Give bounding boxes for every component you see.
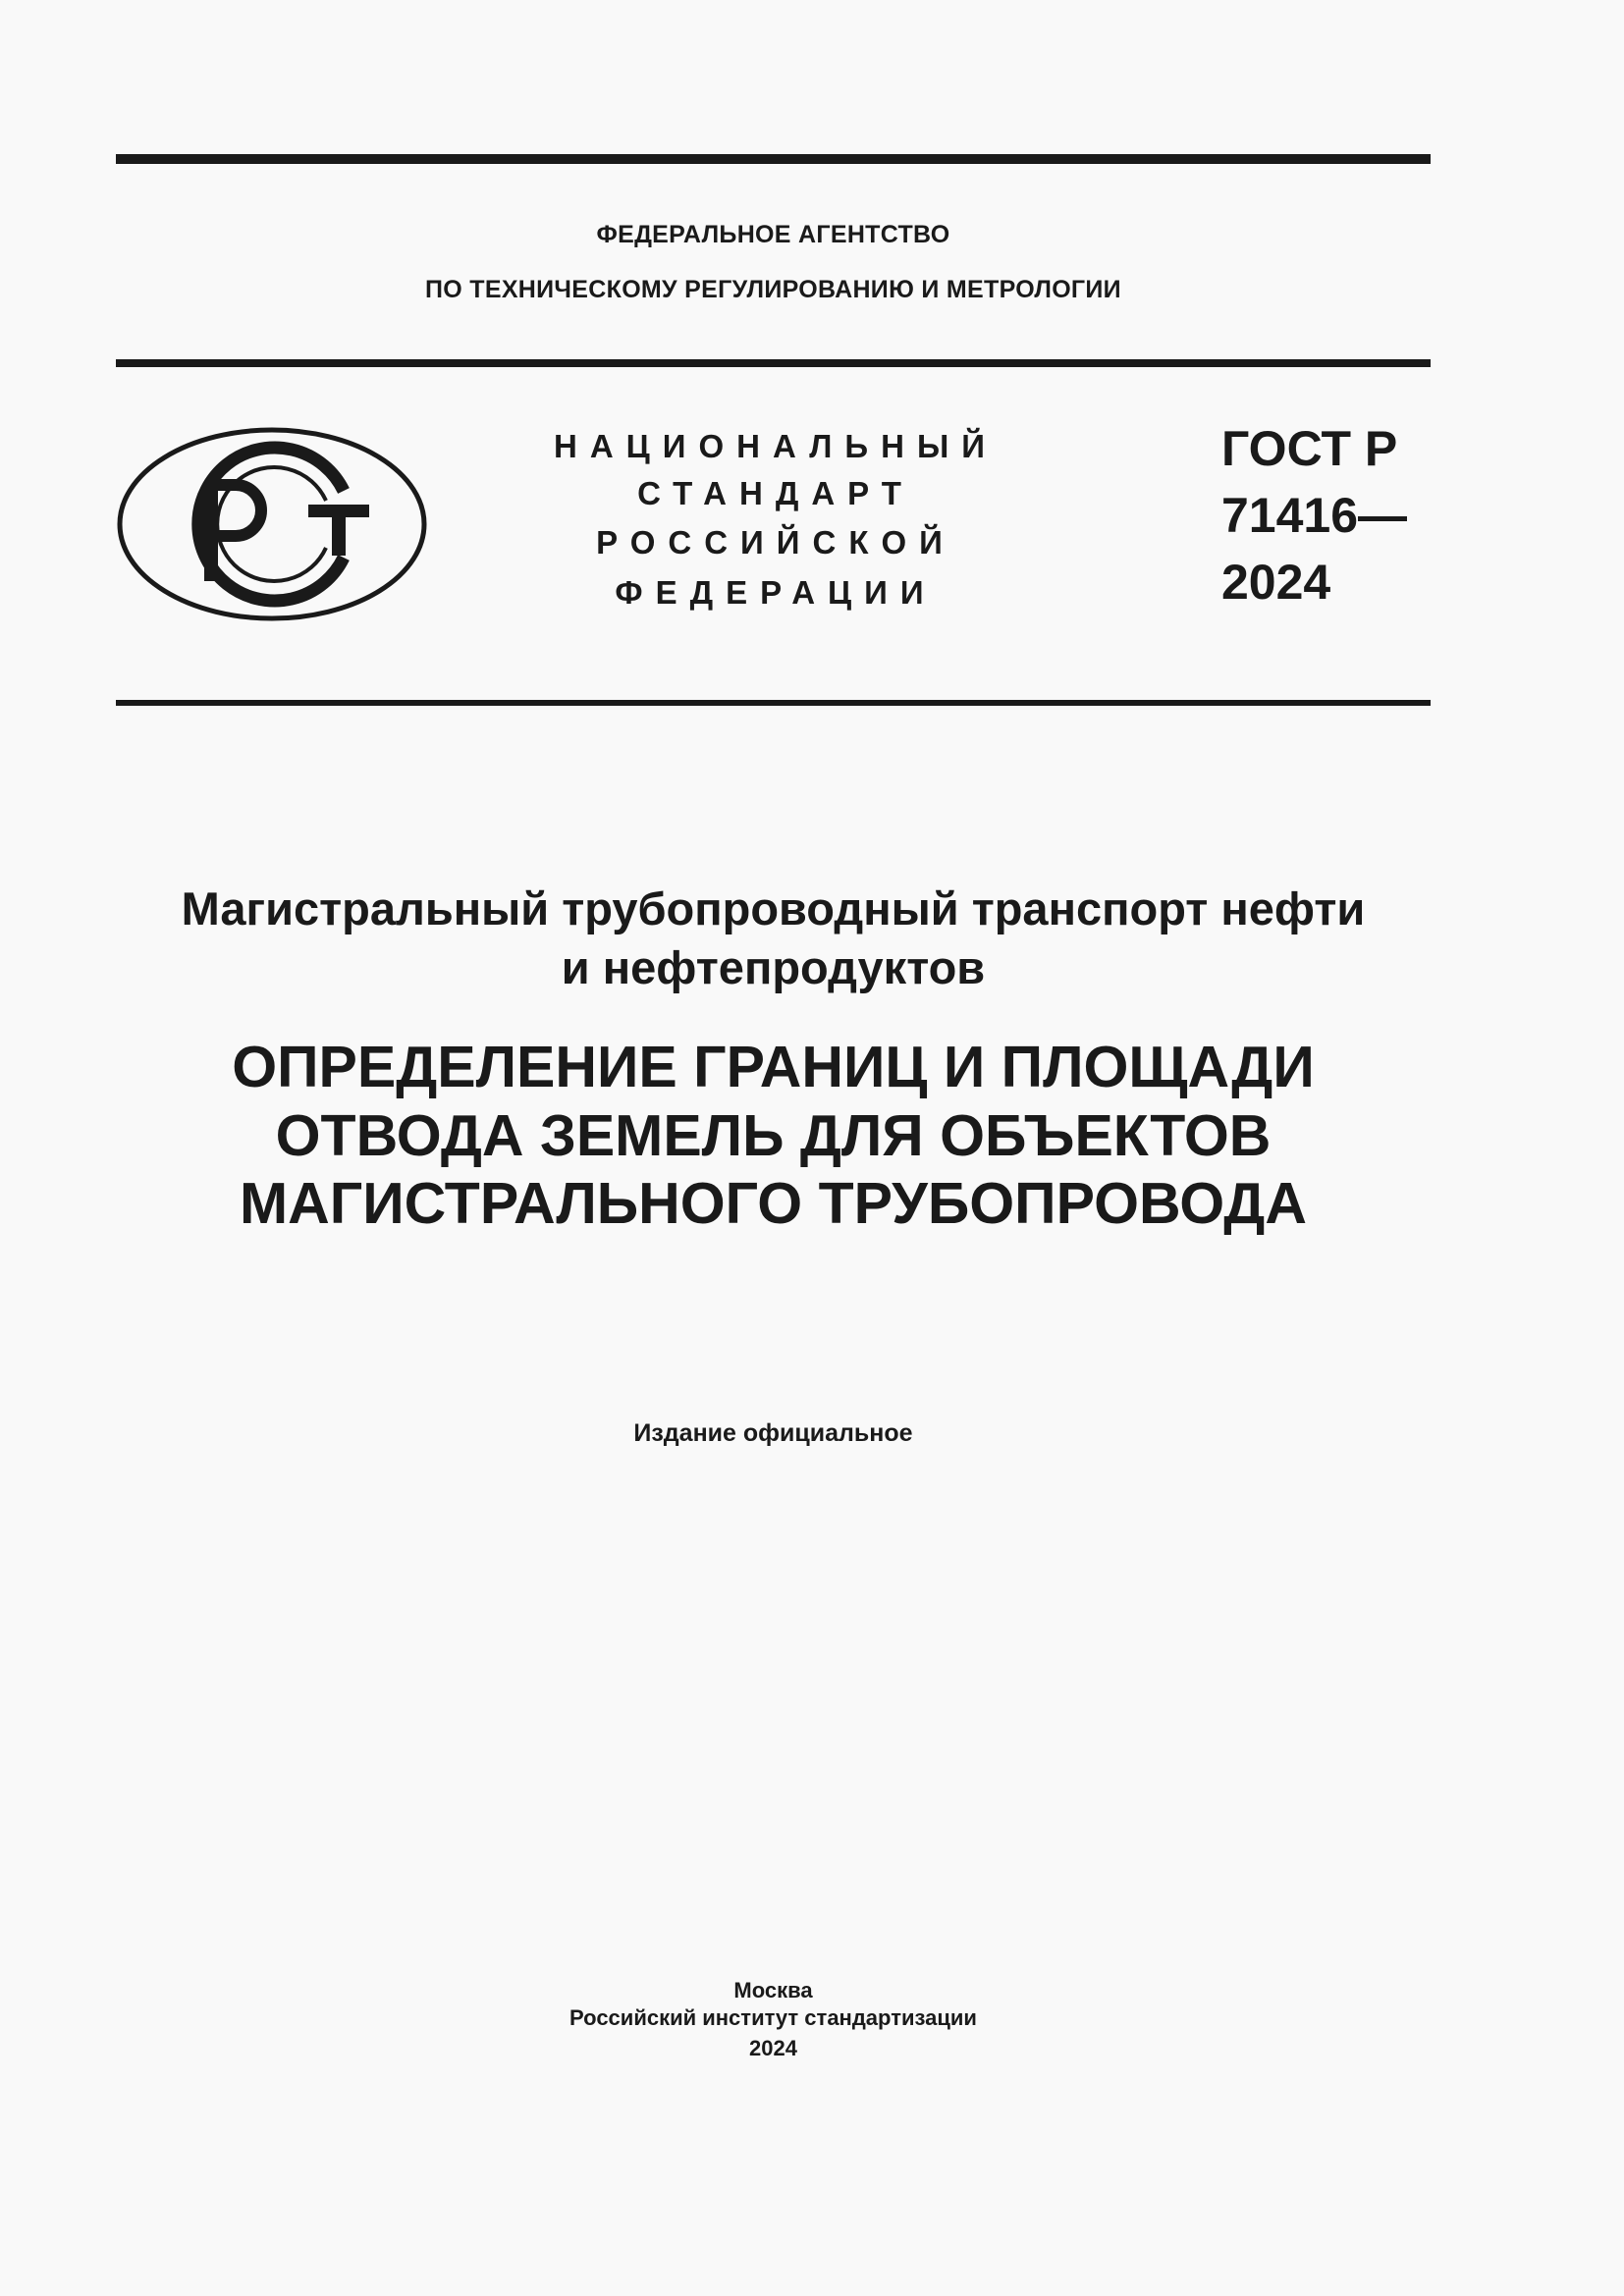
designation-line-3: 2024 — [1221, 555, 1331, 610]
rst-certification-emblem-icon — [116, 426, 428, 622]
bottom-header-rule — [116, 700, 1431, 706]
general-title-line-2: и нефтепродуктов — [561, 941, 986, 993]
imprint-city: Москва — [733, 1978, 813, 2002]
specific-title-line-2: ОТВОДА ЗЕМЕЛЬ ДЛЯ ОБЪЕКТОВ — [275, 1103, 1272, 1168]
specific-title-line-1: ОПРЕДЕЛЕНИЕ ГРАНИЦ И ПЛОЩАДИ — [232, 1035, 1315, 1099]
standard-type-line-3: РОССИЙСКОЙ — [596, 524, 955, 561]
general-title-line-1: Магистральный трубопроводный транспорт нефти — [181, 882, 1366, 934]
header-rule — [116, 359, 1431, 367]
imprint-publisher: Российский институт стандартизации — [569, 2005, 977, 2030]
specific-title-line-3: МАГИСТРАЛЬНОГО ТРУБОПРОВОДА — [240, 1171, 1307, 1236]
agency-line-2: ПО ТЕХНИЧЕСКОМУ РЕГУЛИРОВАНИЮ И МЕТРОЛОГИИ — [425, 276, 1121, 303]
designation-line-1: ГОСТ Р — [1221, 421, 1398, 476]
standard-type-line-1: НАЦИОНАЛЬНЫЙ — [554, 428, 998, 464]
standard-type-line-2: СТАНДАРТ — [637, 475, 914, 511]
agency-line-1: ФЕДЕРАЛЬНОЕ АГЕНТСТВО — [596, 221, 950, 248]
imprint-year: 2024 — [749, 2036, 797, 2060]
designation-line-2: 71416— — [1221, 488, 1408, 543]
edition-label: Издание официальное — [633, 1419, 913, 1447]
top-rule — [116, 154, 1431, 164]
standard-type-line-4: ФЕДЕРАЦИИ — [615, 574, 937, 611]
